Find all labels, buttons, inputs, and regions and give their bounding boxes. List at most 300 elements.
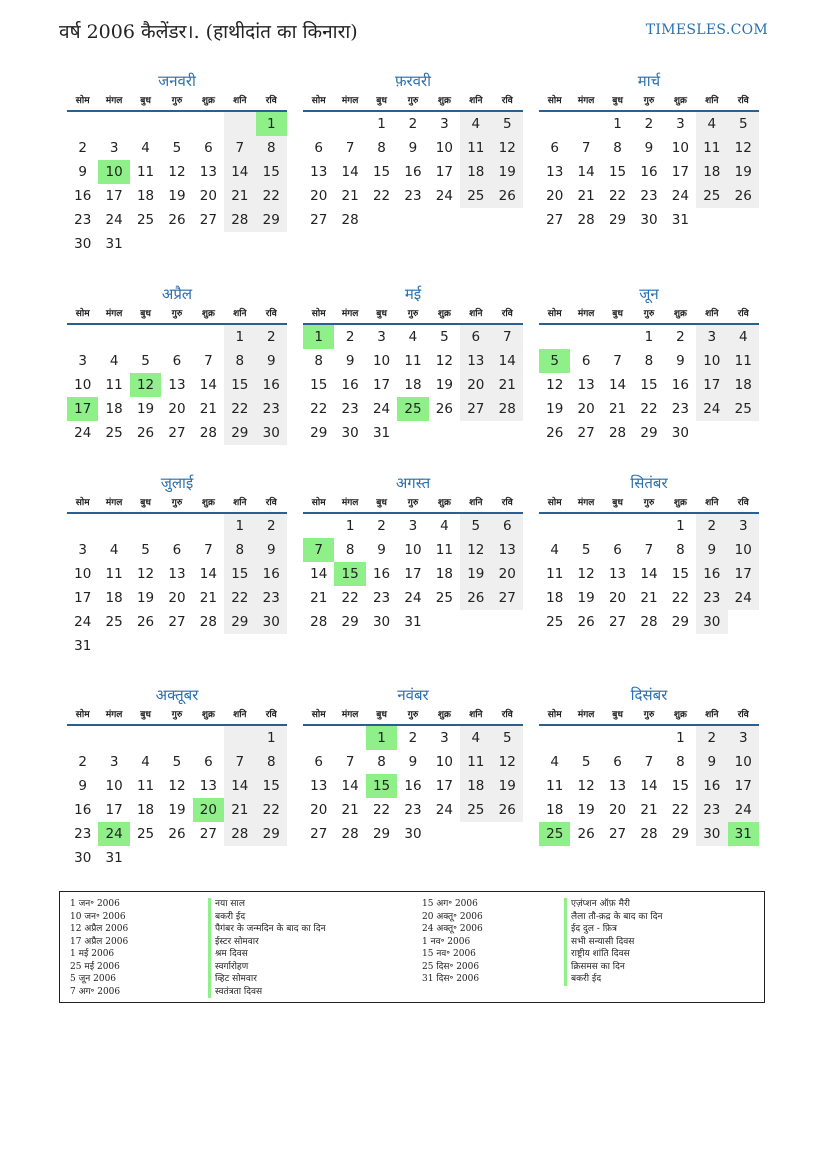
week-row — [67, 421, 287, 445]
weekday-label: मंगल — [105, 498, 123, 508]
day-cell: 24 — [74, 614, 92, 630]
week-row — [303, 610, 523, 634]
day-cell: 28 — [640, 614, 658, 630]
holiday-name: बकरी ईद — [208, 911, 326, 924]
week-row — [539, 562, 759, 586]
day-cell: 7 — [345, 754, 355, 770]
day-cell: 2 — [408, 116, 418, 132]
day-cell: 11 — [546, 566, 564, 582]
day-cell: 22 — [671, 802, 689, 818]
weekday-label: सोम — [547, 710, 562, 720]
day-cell: 28 — [199, 425, 217, 441]
day-cell: 25 — [539, 822, 570, 846]
week-row — [67, 349, 287, 373]
day-cell: 1 — [256, 726, 287, 750]
week-row — [303, 774, 523, 798]
month-name: अप्रैल — [161, 285, 193, 303]
empty-cell — [633, 514, 664, 538]
empty-cell — [161, 232, 192, 256]
day-cell: 14 — [199, 377, 217, 393]
week-row — [539, 160, 759, 184]
empty-cell — [570, 112, 601, 136]
day-cell: 16 — [256, 562, 287, 586]
week-row — [539, 208, 759, 232]
weekday-header — [539, 92, 759, 112]
empty-cell — [696, 421, 727, 445]
holiday-dates-col-2 — [422, 898, 483, 986]
day-cell: 27 — [577, 425, 595, 441]
day-cell: 9 — [696, 538, 727, 562]
day-cell: 7 — [224, 136, 255, 160]
day-cell: 20 — [577, 401, 595, 417]
day-cell: 10 — [404, 542, 422, 558]
day-cell: 3 — [109, 754, 119, 770]
day-cell: 22 — [608, 188, 627, 204]
week-row — [303, 421, 523, 445]
day-cell: 6 — [550, 140, 559, 156]
empty-cell — [492, 610, 523, 634]
day-cell: 21 — [199, 401, 217, 417]
day-cell: 14 — [640, 778, 658, 794]
holiday-name: स्वर्गारोहण — [208, 961, 326, 974]
day-cell: 18 — [546, 802, 564, 818]
holiday-date: 1 मई 2006 — [70, 949, 115, 959]
week-row — [303, 798, 523, 822]
holiday-date: 15 अग॰ 2006 — [422, 899, 478, 909]
weekday-label: सोम — [75, 96, 90, 106]
weekday-label: बुध — [140, 498, 151, 508]
day-cell: 28 — [199, 614, 217, 630]
day-cell: 1 — [345, 518, 355, 534]
day-cell: 30 — [256, 610, 287, 634]
day-cell: 4 — [550, 542, 559, 558]
week-row — [303, 750, 523, 774]
weekday-label: शुक्र — [437, 96, 451, 106]
day-cell: 4 — [728, 325, 759, 349]
empty-cell — [193, 846, 224, 870]
day-cell: 24 — [435, 188, 453, 204]
day-cell: 22 — [224, 586, 255, 610]
day-cell: 19 — [435, 377, 453, 393]
weekday-header — [67, 305, 287, 325]
weekday-label: बुध — [612, 309, 623, 319]
day-cell: 9 — [345, 353, 355, 369]
weekday-label: शनि — [469, 710, 483, 720]
empty-cell — [193, 634, 224, 658]
day-cell: 25 — [460, 184, 491, 208]
weekday-header — [539, 706, 759, 726]
empty-cell — [256, 846, 287, 870]
day-cell: 17 — [728, 774, 759, 798]
day-cell: 8 — [676, 754, 685, 770]
day-cell: 10 — [435, 140, 453, 156]
weekday-label: शनि — [705, 96, 719, 106]
day-cell: 18 — [136, 802, 155, 818]
day-cell: 24 — [435, 802, 453, 818]
week-row — [67, 634, 287, 658]
weekday-label: गुरु — [643, 96, 655, 106]
weekday-label: शनि — [233, 710, 247, 720]
week-row — [539, 538, 759, 562]
day-cell: 16 — [74, 188, 92, 204]
day-cell: 10 — [728, 750, 759, 774]
day-cell: 15 — [310, 377, 328, 393]
day-cell: 13 — [168, 377, 186, 393]
day-cell: 7 — [224, 750, 255, 774]
day-cell: 11 — [136, 164, 155, 180]
day-cell: 19 — [136, 590, 155, 606]
day-cell: 9 — [78, 164, 87, 180]
day-cell: 18 — [696, 160, 727, 184]
day-cell: 2 — [256, 514, 287, 538]
day-cell: 13 — [310, 164, 328, 180]
week-row — [303, 184, 523, 208]
empty-cell — [67, 112, 98, 136]
month-name: मई — [404, 285, 422, 303]
weekday-label: गुरु — [643, 309, 655, 319]
weekday-label: रवि — [501, 96, 513, 106]
day-cell: 23 — [671, 401, 689, 417]
day-cell: 27 — [460, 397, 491, 421]
day-cell: 8 — [224, 349, 255, 373]
day-cell: 30 — [74, 850, 92, 866]
day-cell: 23 — [404, 802, 422, 818]
month-name: जुलाई — [160, 474, 194, 492]
weekday-label: गुरु — [407, 498, 419, 508]
day-cell: 29 — [224, 610, 255, 634]
day-cell: 13 — [608, 778, 627, 794]
day-cell: 2 — [408, 730, 418, 746]
day-cell: 5 — [581, 542, 591, 558]
empty-cell — [256, 232, 287, 256]
day-cell: 13 — [492, 538, 523, 562]
day-cell: 12 — [577, 566, 595, 582]
day-cell: 3 — [440, 116, 449, 132]
day-cell: 9 — [256, 349, 287, 373]
week-row — [539, 136, 759, 160]
empty-cell — [492, 421, 523, 445]
week-row — [67, 325, 287, 349]
day-cell: 10 — [728, 538, 759, 562]
month-block — [303, 70, 523, 232]
holiday-name: ईद दुल - फ़ित्र — [564, 923, 663, 936]
day-cell: 10 — [671, 140, 689, 156]
day-cell: 6 — [581, 353, 591, 369]
day-cell: 19 — [728, 160, 759, 184]
day-cell: 25 — [136, 826, 155, 842]
month-name: अगस्त — [395, 474, 431, 492]
day-cell: 22 — [256, 184, 287, 208]
empty-cell — [397, 208, 428, 232]
holiday-date: 24 अक्तू॰ 2006 — [422, 924, 483, 934]
empty-cell — [366, 208, 397, 232]
weekday-label: शुक्र — [437, 710, 451, 720]
day-cell: 22 — [372, 802, 391, 818]
day-cell: 28 — [310, 614, 328, 630]
holiday-name: श्रम दिवस — [208, 948, 326, 961]
week-row — [303, 726, 523, 750]
day-cell: 7 — [581, 140, 591, 156]
weekday-label: शुक्र — [673, 96, 687, 106]
week-row — [67, 373, 287, 397]
week-row — [67, 232, 287, 256]
week-row — [67, 798, 287, 822]
day-cell: 16 — [404, 778, 422, 794]
empty-cell — [334, 112, 365, 136]
month-name: सितंबर — [630, 474, 668, 492]
day-cell: 8 — [377, 754, 386, 770]
day-cell: 9 — [696, 750, 727, 774]
week-row — [303, 514, 523, 538]
day-cell: 21 — [341, 188, 359, 204]
day-cell: 3 — [78, 353, 87, 369]
empty-cell — [224, 232, 255, 256]
day-cell: 7 — [613, 353, 622, 369]
empty-cell — [492, 208, 523, 232]
empty-cell — [728, 208, 759, 232]
day-cell: 21 — [608, 401, 627, 417]
day-cell: 27 — [310, 212, 328, 228]
day-cell: 29 — [372, 826, 391, 842]
day-cell: 26 — [577, 614, 595, 630]
day-cell: 10 — [74, 566, 92, 582]
day-cell: 29 — [671, 826, 689, 842]
month-name: नवंबर — [397, 686, 429, 704]
day-cell: 23 — [640, 188, 658, 204]
day-cell: 13 — [199, 778, 217, 794]
day-cell: 7 — [204, 542, 213, 558]
empty-cell — [193, 325, 224, 349]
weekday-label: गुरु — [643, 498, 655, 508]
day-cell: 28 — [640, 826, 658, 842]
holiday-name: क्रिसमस का दिन — [564, 961, 663, 974]
empty-cell — [98, 112, 129, 136]
day-cell: 24 — [105, 212, 123, 228]
weekday-label: बुध — [612, 710, 623, 720]
day-cell: 1 — [256, 112, 287, 136]
day-cell: 3 — [696, 325, 727, 349]
day-cell: 14 — [199, 566, 217, 582]
site-brand-link[interactable]: TIMESLES.COM — [645, 22, 768, 38]
day-cell: 3 — [109, 140, 119, 156]
day-cell: 15 — [366, 774, 397, 798]
day-cell: 20 — [546, 188, 564, 204]
day-cell: 3 — [377, 329, 386, 345]
day-cell: 17 — [67, 397, 98, 421]
week-row — [67, 184, 287, 208]
week-row — [303, 112, 523, 136]
week-row — [539, 349, 759, 373]
empty-cell — [161, 514, 192, 538]
weekday-label: रवि — [737, 309, 749, 319]
empty-cell — [696, 208, 727, 232]
week-row — [303, 538, 523, 562]
day-cell: 18 — [460, 160, 491, 184]
month-block — [539, 472, 759, 634]
day-cell: 11 — [105, 377, 123, 393]
weekday-label: शुक्र — [437, 309, 451, 319]
day-cell: 23 — [341, 401, 359, 417]
weekday-label: मंगल — [341, 710, 359, 720]
empty-cell — [492, 822, 523, 846]
holiday-name: राष्ट्रीय शांति दिवस — [564, 948, 663, 961]
month-block — [539, 70, 759, 232]
month-block — [303, 283, 523, 445]
holiday-date: 25 दिस॰ 2006 — [422, 961, 480, 972]
day-cell: 28 — [341, 212, 359, 228]
day-cell: 6 — [460, 325, 491, 349]
weekday-label: रवि — [265, 498, 277, 508]
holiday-date: 7 अग॰ 2006 — [70, 986, 121, 997]
day-cell: 6 — [613, 754, 622, 770]
day-cell: 10 — [98, 160, 129, 184]
day-cell: 28 — [341, 826, 359, 842]
day-cell: 11 — [696, 136, 727, 160]
day-cell: 20 — [168, 401, 186, 417]
day-cell: 4 — [550, 754, 559, 770]
weekday-label: सोम — [547, 96, 562, 106]
week-row — [539, 822, 759, 846]
day-cell: 9 — [408, 754, 418, 770]
week-row — [67, 538, 287, 562]
day-cell: 9 — [377, 542, 386, 558]
day-cell: 1 — [224, 514, 255, 538]
weekday-label: मंगल — [577, 96, 595, 106]
day-cell: 14 — [224, 160, 255, 184]
weekday-header — [303, 305, 523, 325]
day-cell: 18 — [404, 377, 422, 393]
day-cell: 11 — [546, 778, 564, 794]
day-cell: 14 — [224, 774, 255, 798]
day-cell: 12 — [728, 136, 759, 160]
weekday-label: रवि — [265, 96, 277, 106]
weekday-label: बुध — [376, 710, 387, 720]
weekday-label: गुरु — [407, 96, 419, 106]
day-cell: 31 — [372, 425, 391, 441]
day-cell: 26 — [577, 826, 595, 842]
empty-cell — [460, 208, 491, 232]
day-cell: 6 — [204, 754, 213, 770]
holiday-date: 1 नव॰ 2006 — [422, 936, 471, 947]
day-cell: 15 — [608, 164, 627, 180]
week-row — [67, 208, 287, 232]
holiday-name: व्हिट सोमवार — [208, 973, 326, 986]
day-cell: 23 — [74, 826, 92, 842]
day-cell: 18 — [105, 401, 123, 417]
week-row — [539, 184, 759, 208]
day-cell: 24 — [671, 188, 689, 204]
weekday-label: शुक्र — [673, 498, 687, 508]
day-cell: 9 — [644, 140, 654, 156]
day-cell: 25 — [696, 184, 727, 208]
empty-cell — [334, 726, 365, 750]
day-cell: 17 — [696, 373, 727, 397]
holiday-date: 10 जन॰ 2006 — [70, 911, 126, 922]
month-block — [303, 684, 523, 846]
weekday-label: मंगल — [341, 309, 359, 319]
day-cell: 1 — [224, 325, 255, 349]
weekday-label: सोम — [311, 710, 326, 720]
day-cell: 30 — [404, 826, 422, 842]
week-row — [539, 750, 759, 774]
day-cell: 8 — [676, 542, 685, 558]
day-cell: 11 — [136, 778, 155, 794]
day-cell: 6 — [172, 353, 182, 369]
holiday-date: 5 जून 2006 — [70, 974, 117, 984]
empty-cell — [98, 634, 129, 658]
weekday-label: रवि — [265, 710, 277, 720]
empty-cell — [224, 726, 255, 750]
day-cell: 16 — [372, 566, 391, 582]
holiday-name: बकरी ईद — [564, 973, 663, 986]
weekday-label: रवि — [501, 309, 513, 319]
week-row — [303, 562, 523, 586]
day-cell: 9 — [676, 353, 685, 369]
day-cell: 30 — [671, 425, 689, 441]
day-cell: 4 — [460, 726, 491, 750]
weekday-label: सोम — [75, 309, 90, 319]
day-cell: 5 — [172, 140, 182, 156]
weekday-label: बुध — [140, 309, 151, 319]
empty-cell — [460, 421, 491, 445]
day-cell: 11 — [404, 353, 422, 369]
day-cell: 2 — [644, 116, 654, 132]
day-cell: 30 — [696, 822, 727, 846]
day-cell: 17 — [435, 164, 453, 180]
empty-cell — [429, 421, 460, 445]
week-row — [67, 586, 287, 610]
empty-cell — [193, 514, 224, 538]
day-cell: 12 — [130, 373, 161, 397]
week-row — [67, 822, 287, 846]
empty-cell — [303, 514, 334, 538]
day-cell: 8 — [256, 136, 287, 160]
empty-cell — [67, 726, 98, 750]
month-block — [67, 684, 287, 870]
day-cell: 25 — [546, 614, 564, 630]
day-cell: 17 — [105, 802, 123, 818]
week-row — [303, 397, 523, 421]
day-cell: 21 — [577, 188, 595, 204]
weekday-label: सोम — [311, 96, 326, 106]
week-row — [67, 112, 287, 136]
empty-cell — [130, 112, 161, 136]
weekday-label: मंगल — [105, 309, 123, 319]
day-cell: 7 — [204, 353, 213, 369]
weekday-label: गुरु — [643, 710, 655, 720]
day-cell: 24 — [74, 425, 92, 441]
day-cell: 5 — [141, 353, 150, 369]
week-row — [67, 397, 287, 421]
day-cell: 18 — [136, 188, 155, 204]
empty-cell — [193, 726, 224, 750]
day-cell: 1 — [366, 726, 397, 750]
weekday-label: गुरु — [171, 309, 183, 319]
empty-cell — [67, 325, 98, 349]
weekday-label: शुक्र — [201, 710, 215, 720]
empty-cell — [602, 325, 633, 349]
day-cell: 4 — [109, 542, 119, 558]
day-cell: 19 — [577, 590, 595, 606]
day-cell: 16 — [74, 802, 92, 818]
weekday-header — [539, 494, 759, 514]
day-cell: 22 — [310, 401, 328, 417]
empty-cell — [539, 325, 570, 349]
empty-cell — [602, 726, 633, 750]
day-cell: 19 — [546, 401, 564, 417]
weekday-label: शनि — [469, 498, 483, 508]
week-row — [67, 846, 287, 870]
